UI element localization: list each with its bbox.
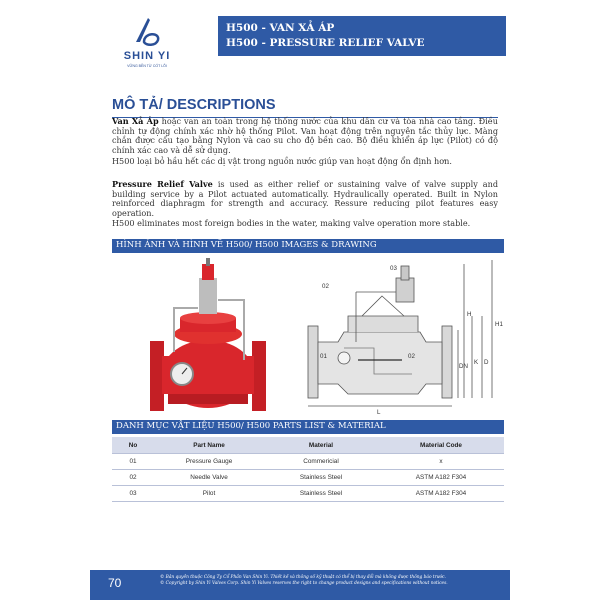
copyright-vietnamese: © Bản quyền thuộc Công Ty Cổ Phần Van Shin Yi. Thiết kế và thông số kỹ thuật có thể bị thay đổi mà không được thông báo trước.: [160, 575, 446, 580]
cell-part-name: Pressure Gauge: [154, 454, 264, 470]
col-no: No: [112, 437, 154, 454]
col-part-name: Part Name: [154, 437, 264, 454]
desc-en-note: H500 eliminates most foreign bodies in the water, making valve operation more stable.: [112, 218, 471, 228]
title-english: H500 - PRESSURE RELIEF VALVE: [226, 37, 425, 49]
title-banner: [218, 16, 506, 56]
col-material-code: Material Code: [378, 437, 504, 454]
desc-vi-text: hoặc van an toàn trong hệ thống nước của khu dân cư và tòa nhà cao tầng. Điều chỉnh tự động chính xác nhờ hệ thống Pilot. Van hoạt động trên nguyên tắc thủy lực. Màng chắn được cấu tạo bằng Nylon và cao su cho độ bền cao. Bộ điều khiển áp lực (Pilot) có độ chính xác cao và dễ sử dụng.: [112, 116, 498, 155]
table-row: [112, 486, 504, 502]
valve-drawing: [308, 260, 492, 406]
cell-part-name: Pilot: [154, 486, 264, 502]
title-vietnamese: H500 - VAN XẢ ÁP: [226, 22, 335, 34]
dim-label-d: D: [484, 359, 489, 366]
table-row: [112, 470, 504, 486]
desc-en-text: is used as either relief or sustaining valve of valve supply and building service by a Pilot actuated automatically. Hydraulically operated. Built in Nylon reinforced diaphragm for strength and accuracy. Ressure reducing pilot features easy operation.: [112, 179, 498, 218]
images-bar: [112, 239, 504, 253]
page-footer: [90, 570, 510, 600]
desc-vi-note: H500 loại bỏ hầu hết các dị vật trong nguồn nước giúp van hoạt động ổn định hơn.: [112, 156, 452, 166]
drawing-label-02-top: 02: [322, 283, 329, 290]
cell-part-name: Needle Valve: [154, 470, 264, 486]
dim-label-l: L: [377, 409, 381, 416]
col-material: Material: [264, 437, 378, 454]
table-row: [112, 454, 504, 470]
section-title: MÔ TẢ/ DESCRIPTIONS: [112, 97, 276, 113]
drawing-label-01: 01: [320, 353, 327, 360]
dim-label-dn: DN: [459, 363, 468, 370]
company-logo: [112, 14, 182, 72]
drawing-label-03: 03: [390, 265, 397, 272]
dim-label-h1: H1: [495, 321, 503, 328]
images-bar-label: HÌNH ẢNH VÀ HÌNH VẼ H500/ H500 IMAGES & DRAWING: [116, 240, 377, 250]
cell-material: Stainless Steel: [264, 486, 378, 502]
parts-header-row: [112, 437, 504, 454]
description-vietnamese: [112, 117, 498, 155]
cell-material-code: ASTM A182 F304: [378, 470, 504, 486]
cell-material: Stainless Steel: [264, 470, 378, 486]
valve-photo: [150, 258, 266, 411]
dim-label-k: K: [474, 359, 479, 366]
cell-no: 01: [112, 454, 154, 470]
cell-material: Commericial: [264, 454, 378, 470]
cell-material-code: x: [378, 454, 504, 470]
images-area: [112, 256, 504, 416]
logo-brand: SHIN YI: [123, 50, 171, 62]
page-number: 70: [108, 576, 122, 590]
dim-label-h: H: [467, 311, 472, 318]
copyright-notice: [160, 575, 500, 587]
drawing-label-02-bottom: 02: [408, 353, 415, 360]
cell-material-code: ASTM A182 F304: [378, 486, 504, 502]
copyright-english: © Copyright by Shin Yi Valves Corp. Shin Yi Valves reserves the right to change product designs and specifications without notices.: [160, 581, 448, 586]
parts-bar-label: DANH MỤC VẬT LIỆU H500/ H500 PARTS LIST & MATERIAL: [116, 421, 386, 431]
logo-tagline: VỮNG BỀN TỪ CỐT LÕI: [127, 64, 167, 68]
catalog-page: [90, 0, 510, 600]
logo-mark-icon: [130, 14, 164, 48]
description-english: [112, 180, 498, 218]
cell-no: 03: [112, 486, 154, 502]
desc-en-lead: Pressure Relief Valve: [112, 179, 213, 189]
parts-table: [112, 437, 504, 502]
desc-vi-lead: Van Xả Áp: [112, 116, 159, 126]
cell-no: 02: [112, 470, 154, 486]
parts-bar: [112, 420, 504, 434]
